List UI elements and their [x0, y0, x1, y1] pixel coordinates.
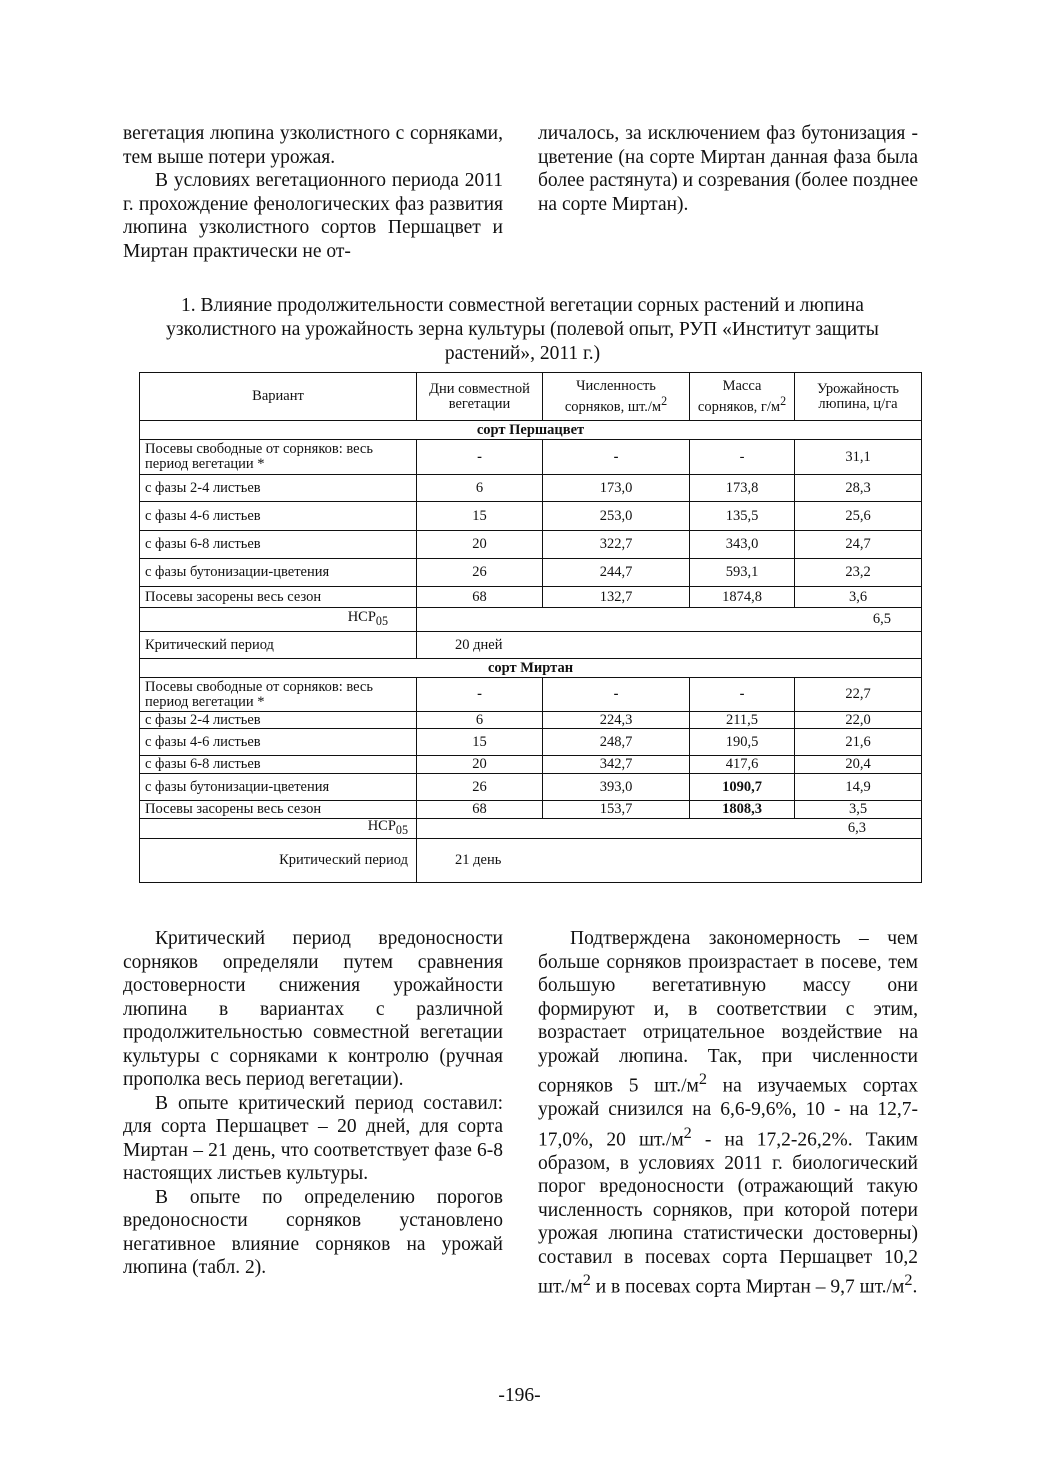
page-number: -196- — [498, 1385, 541, 1406]
table-caption: 1. Влияние продолжительности совместной вегетации сорных растений и люпина узколистного на урожайность зерна культуры (полевой опыт, РУП «Институт защиты растений», 2011 г.) — [166, 295, 879, 364]
cell-yield: 24,7 — [795, 531, 922, 559]
cell-variant: Посевы свободные от сорняков: весь период вегетации * — [140, 678, 417, 712]
superscript: 2 — [780, 393, 787, 408]
cell-count: - — [543, 440, 690, 475]
text-run: на изучаемых сортах урожай снизился на 6,6-9,6%, 10 - на 12,7-17,0%, 20 шт./м — [538, 1075, 918, 1150]
table-row — [140, 475, 922, 502]
paragraph — [538, 927, 918, 1299]
table-row — [140, 801, 922, 819]
critical-period-label: Критический период — [140, 838, 417, 882]
table-row — [140, 587, 922, 608]
cell-days: 6 — [417, 475, 543, 502]
cell-days: 68 — [417, 587, 543, 608]
cell-mass: 343,0 — [690, 531, 795, 559]
cell-variant: с фазы бутонизации-цветения — [140, 774, 417, 801]
table-row — [140, 712, 922, 729]
table-row — [140, 756, 922, 774]
cell-days: 68 — [417, 801, 543, 819]
critical-period-row — [140, 838, 922, 882]
nsr-value: 6,3 — [417, 819, 922, 839]
group-row — [140, 421, 922, 440]
table-row — [140, 502, 922, 531]
subscript: 05 — [395, 822, 408, 837]
superscript: 2 — [661, 393, 668, 408]
cell-yield: 31,1 — [795, 440, 922, 475]
cell-days: 15 — [417, 729, 543, 756]
text-run: и в посевах сорта Миртан – 9,7 шт./м — [590, 1276, 905, 1298]
cell-count: 173,0 — [543, 475, 690, 502]
cell-mass: 1874,8 — [690, 587, 795, 608]
table-row — [140, 774, 922, 801]
cell-days: 20 — [417, 756, 543, 774]
paragraph: В опыте критический период составил: для сорта Першацвет – 20 дней, для сорта Миртан – 21 день, что соответствует фазе 6-8 настоящих листьев культуры. — [123, 1092, 503, 1184]
nsr-label — [140, 819, 417, 839]
critical-period-label: Критический период — [140, 632, 417, 659]
nsr-row — [140, 819, 922, 839]
text-run: - на 17,2-26,2%. Таким образом, в условиях 2011 г. биологический порог вредоносности (отражающий такую численность сорняков, при которой потери урожая люпина статистически достоверны) составил в посевах сорта Першацвет 10,2 шт./м — [538, 1129, 919, 1298]
cell-mass: 417,6 — [690, 756, 795, 774]
cell-days: 26 — [417, 774, 543, 801]
cell-yield: 3,6 — [795, 587, 922, 608]
paragraph: В опыте по определению порогов вредоносности сорняков установлено негативное влияние сорняков на урожай люпина (табл. 2). — [123, 1186, 503, 1278]
header-variant: Вариант — [140, 373, 417, 421]
cell-count: 393,0 — [543, 774, 690, 801]
cell-count: 322,7 — [543, 531, 690, 559]
column-bottom-left — [123, 927, 503, 1280]
header-yield: Урожайность люпина, ц/га — [795, 373, 922, 421]
header-days: Дни совместной вегетации — [417, 373, 543, 421]
cell-yield: 23,2 — [795, 559, 922, 587]
table-row — [140, 729, 922, 756]
cell-variant: с фазы 6-8 листьев — [140, 531, 417, 559]
text-run: . — [912, 1276, 918, 1298]
cell-days: 20 — [417, 531, 543, 559]
cell-variant: с фазы 4-6 листьев — [140, 502, 417, 531]
cell-variant: Посевы засорены весь сезон — [140, 587, 417, 608]
header-count-text: Численность сорняков, шт./м — [564, 377, 662, 415]
cell-count: 224,3 — [543, 712, 690, 729]
superscript: 2 — [582, 1271, 591, 1289]
column-bottom-right — [538, 927, 918, 1299]
paragraph: В условиях вегетационного периода 2011 г. прохождение фенологических фаз развития люпина узколистного сортов Першацвет и Миртан практически не от- — [123, 170, 503, 262]
cell-variant: с фазы 2-4 листьев — [140, 475, 417, 502]
nsr-label-text: НСР — [367, 818, 396, 834]
column-top-right — [538, 122, 918, 216]
critical-period-value: 21 день — [417, 838, 922, 882]
nsr-label-text: НСР — [347, 609, 376, 626]
table-row — [140, 678, 922, 712]
paragraph: личалось, за исключением фаз бутонизация - цветение (на сорте Миртан данная фаза была более растянута) и созревания (более позднее на сорте Миртан). — [538, 123, 918, 215]
cell-mass: 173,8 — [690, 475, 795, 502]
cell-count: 342,7 — [543, 756, 690, 774]
table-row — [140, 531, 922, 559]
cell-variant: Посевы свободные от сорняков: весь период вегетации * — [140, 440, 417, 475]
cell-variant: с фазы бутонизации-цветения — [140, 559, 417, 587]
superscript: 2 — [683, 1123, 692, 1142]
superscript: 2 — [904, 1271, 913, 1289]
cell-mass: - — [690, 440, 795, 475]
cell-yield: 3,5 — [795, 801, 922, 819]
cell-variant: с фазы 4-6 листьев — [140, 729, 417, 756]
cell-days: 26 — [417, 559, 543, 587]
cell-mass: 1808,3 — [690, 801, 795, 819]
cell-count: 132,7 — [543, 587, 690, 608]
cell-count: 248,7 — [543, 729, 690, 756]
header-mass — [690, 373, 795, 421]
cell-yield: 22,0 — [795, 712, 922, 729]
cell-variant: с фазы 2-4 листьев — [140, 712, 417, 729]
group-row — [140, 659, 922, 678]
nsr-value: 6,5 — [417, 608, 922, 632]
column-top-left — [123, 122, 503, 263]
cell-mass: 190,5 — [690, 729, 795, 756]
cell-yield: 25,6 — [795, 502, 922, 531]
cell-yield: 22,7 — [795, 678, 922, 712]
cell-days: 15 — [417, 502, 543, 531]
paragraph: Критический период вредоносности сорняков определяли путем сравнения достоверности снижения урожайности люпина в вариантах с различной продолжительностью совместной вегетации культуры с сорняками к контролю (ручная прополка весь период вегетации). — [123, 928, 503, 1090]
cell-mass: 211,5 — [690, 712, 795, 729]
cell-count: - — [543, 678, 690, 712]
cell-yield: 21,6 — [795, 729, 922, 756]
nsr-row — [140, 608, 922, 632]
superscript: 2 — [698, 1070, 707, 1088]
header-mass-text: Масса сорняков, г/м — [697, 377, 781, 415]
table-header-row — [140, 373, 922, 421]
subscript: 05 — [375, 613, 388, 628]
cell-mass: 1090,7 — [690, 774, 795, 801]
critical-period-row — [140, 632, 922, 659]
cell-yield: 14,9 — [795, 774, 922, 801]
header-count — [543, 373, 690, 421]
nsr-label — [140, 608, 417, 632]
cell-yield: 28,3 — [795, 475, 922, 502]
group-title: сорт Першацвет — [140, 421, 922, 440]
table-row — [140, 559, 922, 587]
group-title: сорт Миртан — [140, 659, 922, 678]
critical-period-value: 20 дней — [417, 632, 922, 659]
cell-variant: с фазы 6-8 листьев — [140, 756, 417, 774]
cell-days: 6 — [417, 712, 543, 729]
cell-yield: 20,4 — [795, 756, 922, 774]
text-run: Подтверждена закономерность – чем больше сорняков произрастает в посеве, тем большую вегетативную массу они формируют и, в соответствии с этим, возрастает отрицательное воздействие на урожай люпина. Так, при численности сорняков 5 шт./м — [538, 928, 918, 1097]
cell-mass: 135,5 — [690, 502, 795, 531]
cell-count: 244,7 — [543, 559, 690, 587]
data-table — [139, 372, 922, 883]
cell-variant: Посевы засорены весь сезон — [140, 801, 417, 819]
table-row — [140, 440, 922, 475]
cell-count: 153,7 — [543, 801, 690, 819]
paragraph: вегетация люпина узколистного с сорняками, тем выше потери урожая. — [123, 123, 503, 168]
cell-mass: - — [690, 678, 795, 712]
cell-count: 253,0 — [543, 502, 690, 531]
cell-days: - — [417, 440, 543, 475]
cell-mass: 593,1 — [690, 559, 795, 587]
cell-days: - — [417, 678, 543, 712]
